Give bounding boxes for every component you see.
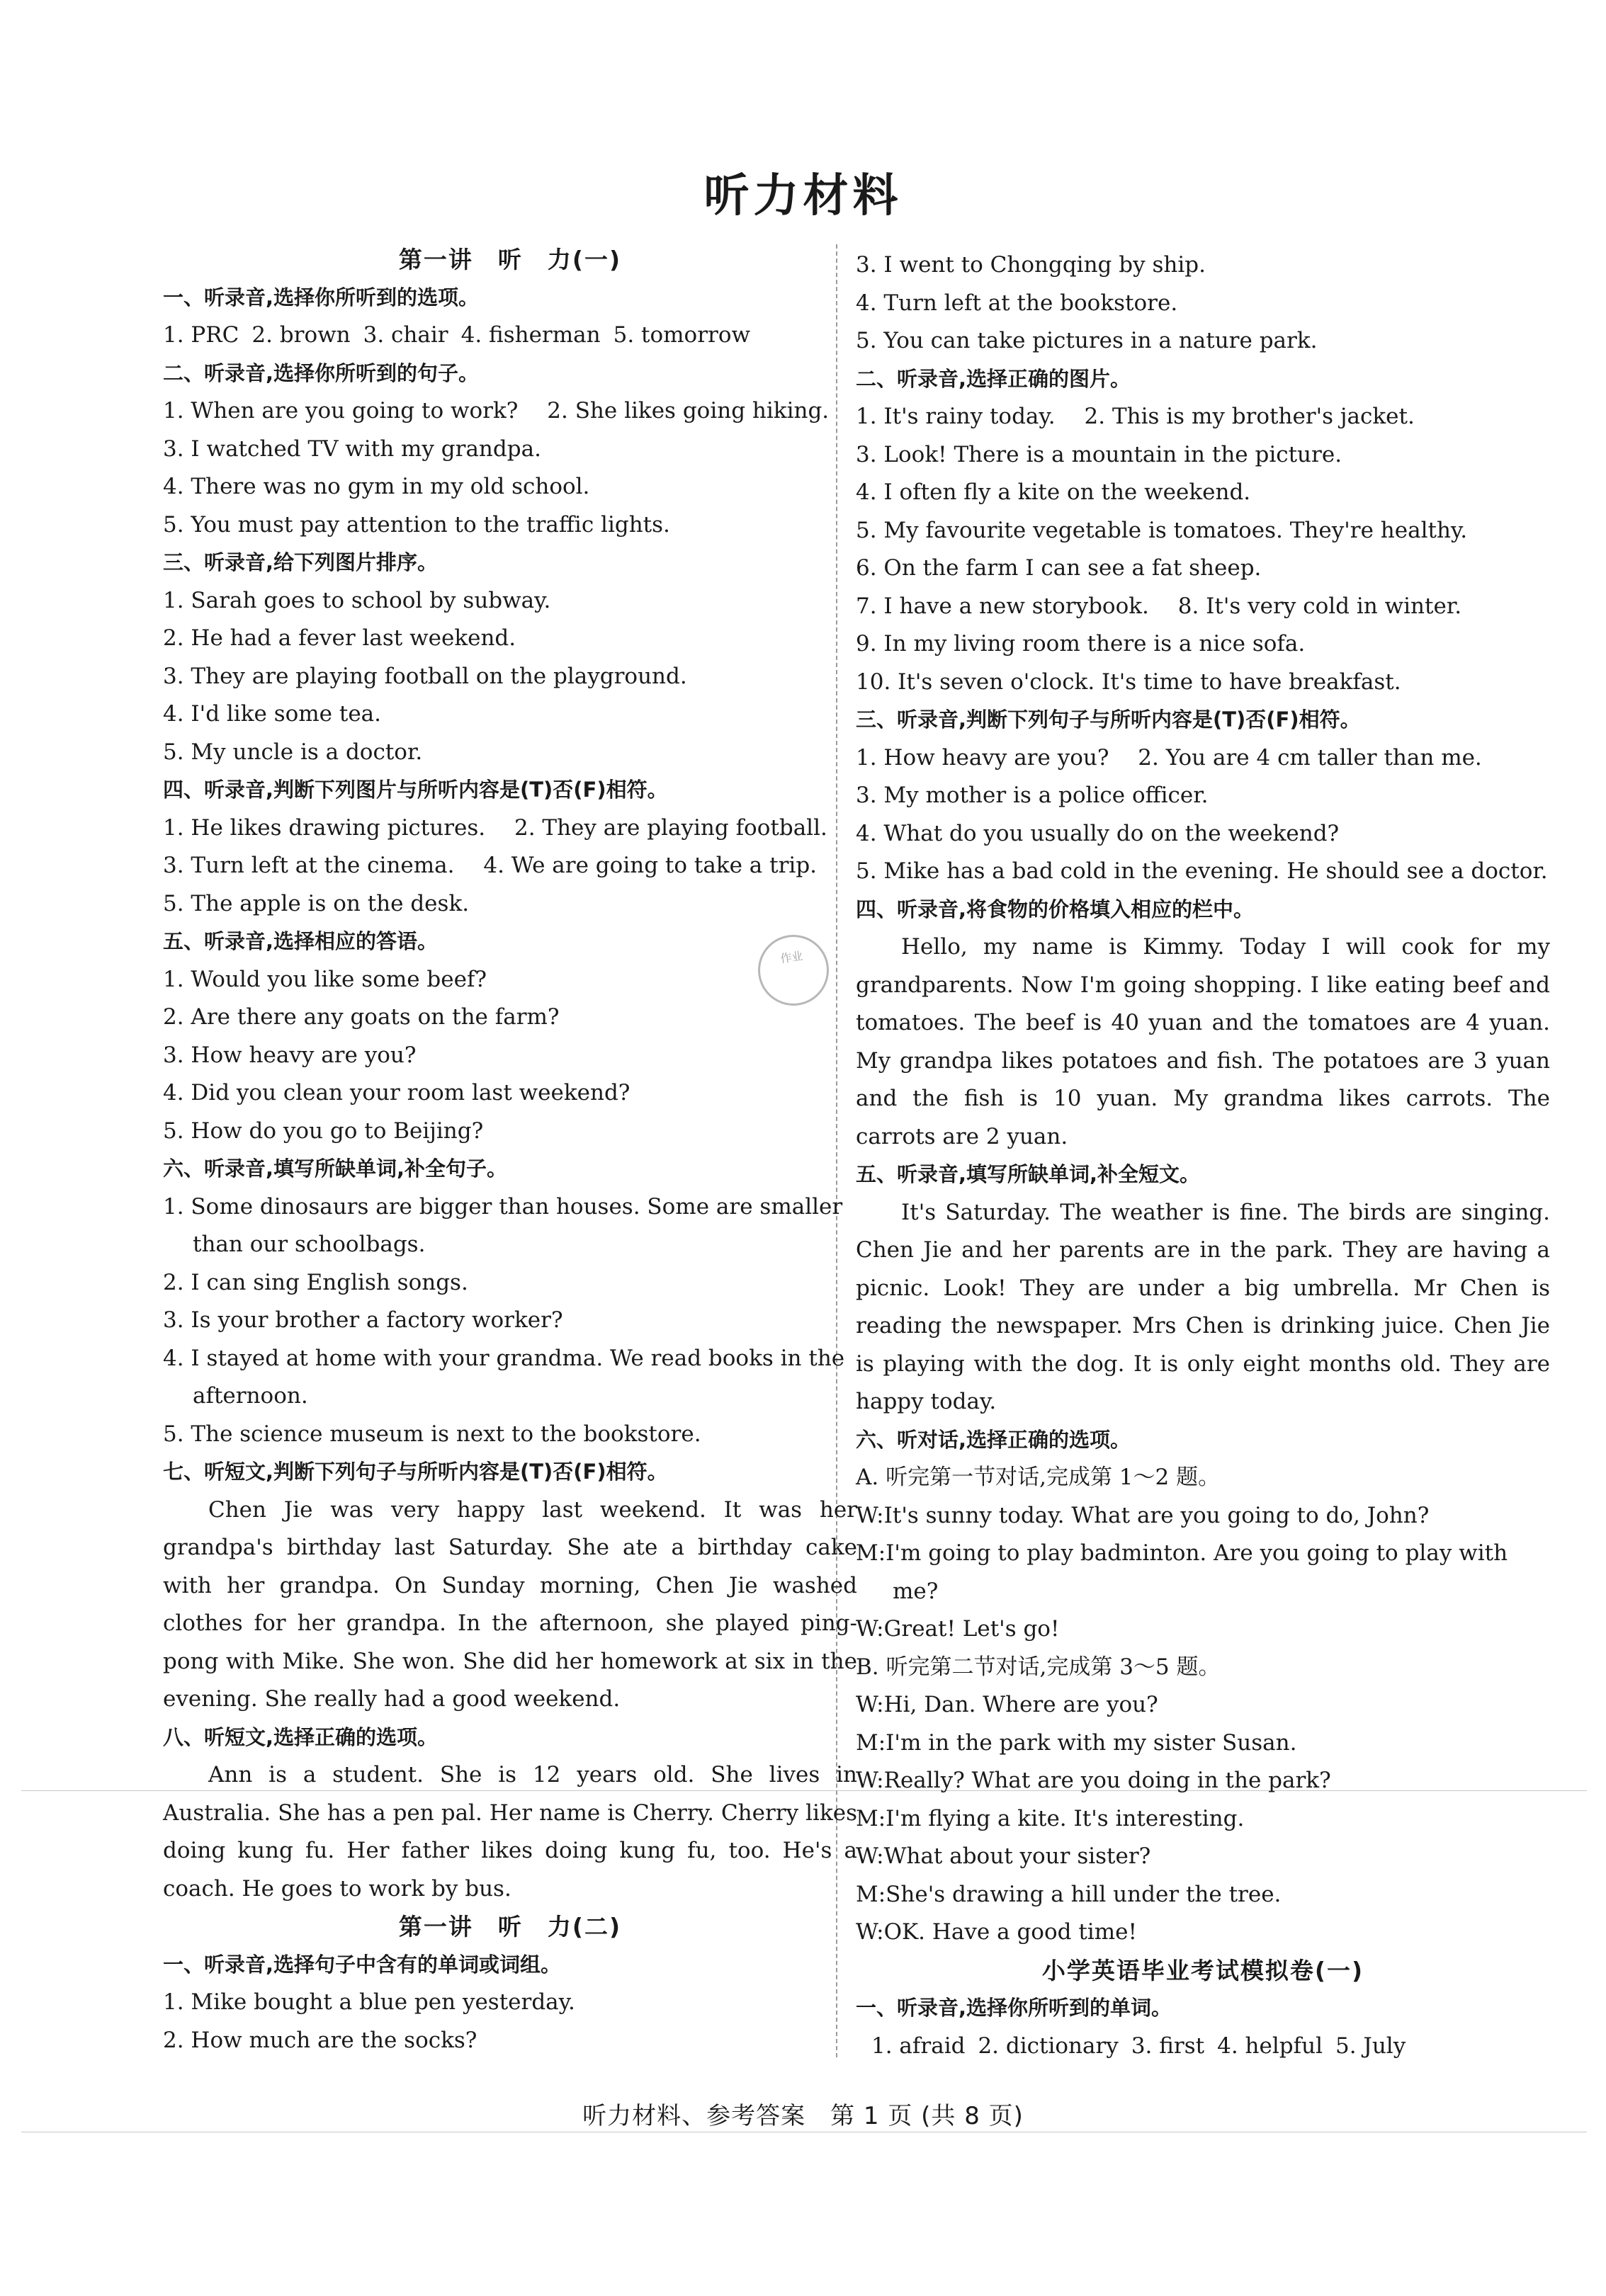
list-item: 5. Mike has a bad cold in the evening. He should see a doctor. (856, 858, 1548, 884)
lecture-heading-2: 第一讲 听 力(二) (398, 1913, 622, 1940)
list-item: 5. You can take pictures in a nature park. (856, 328, 1318, 353)
list-item: 2. I can sing English songs. (163, 1269, 468, 1295)
dialog-line: B. 听完第二节对话,完成第 3～5 题。 (856, 1654, 1221, 1680)
list-item: 10. It's seven o'clock. It's time to have breakfast. (856, 669, 1401, 695)
list-item: 1. Mike bought a blue pen yesterday. (163, 1989, 575, 2015)
section-title: 六、听对话,选择正确的选项。 (856, 1427, 1131, 1452)
list-item: 1. Some dinosaurs are bigger than houses. Some are smaller than our schoolbags. (163, 1193, 843, 1257)
section-title: 五、听录音,填写所缺单词,补全短文。 (856, 1162, 1201, 1186)
section-title: 一、听录音,选择你所听到的单词。 (856, 1996, 1172, 2020)
dialog-line: W:Hi, Dan. Where are you? (856, 1692, 1158, 1717)
dialog-line: M:I'm going to play badminton. Are you going to play with me? (856, 1540, 1508, 1604)
section-title: 一、听录音,选择你所听到的选项。 (163, 285, 480, 309)
list-item: 4. I stayed at home with your grandma. We read books in the afternoon. (163, 1345, 845, 1409)
dialog-line: M:I'm in the park with my sister Susan. (856, 1729, 1297, 1756)
dialog-line: W:It's sunny today. What are you going to do, John? (856, 1502, 1430, 1528)
word-option: 5. tomorrow (613, 322, 751, 348)
list-item: 5. My uncle is a doctor. (163, 739, 423, 765)
list-item: 7. I have a new storybook. 8. It's very cold in winter. (856, 593, 1462, 619)
passage: It's Saturday. The weather is fine. The birds are singing. Chen Jie and her parents are in the park. They are having a picnic. Look! They are under a big umbrella. Mr Chen is reading the newspaper. Mrs Chen is drinking juice. Chen Jie is playing with the dog. It is only eight months old. They are happy today. (856, 1199, 1550, 1414)
dialog-line: W:What about your sister? (856, 1843, 1151, 1869)
list-item: 6. On the farm I can see a fat sheep. (856, 555, 1262, 581)
word-option: 2. dictionary (978, 2033, 1119, 2059)
section-title: 一、听录音,选择句子中含有的单词或词组。 (163, 1952, 562, 1977)
list-item: 2. Are there any goats on the farm? (163, 1004, 560, 1030)
passage: Ann is a student. She is 12 years old. She lives in Australia. She has a pen pal. Her name is Cherry. Cherry likes doing kung fu. Her father likes doing kung fu, too. He's a coach. He goes to work by bus. (163, 1762, 857, 1902)
list-item: 9. In my living room there is a nice sofa. (856, 631, 1306, 657)
section-title: 四、听录音,判断下列图片与所听内容是(T)否(F)相符。 (163, 778, 668, 802)
section-title: 八、听短文,选择正确的选项。 (163, 1724, 439, 1749)
word-list (856, 2028, 1550, 2066)
word-option: 2. brown (251, 322, 351, 348)
word-option: 4. fisherman (460, 322, 601, 348)
dialog-line: W:OK. Have a good time! (856, 1919, 1137, 1945)
list-item: 1. Would you like some beef? (163, 966, 487, 992)
list-item: 3. Look! There is a mountain in the picture. (856, 441, 1342, 467)
list-item: 4. Did you clean your room last weekend? (163, 1080, 630, 1106)
list-item: 3. Is your brother a factory worker? (163, 1307, 563, 1333)
dialog-line: A. 听完第一节对话,完成第 1～2 题。 (856, 1465, 1221, 1490)
list-item: 3. They are playing football on the playground. (163, 663, 687, 689)
word-option: 5. July (1335, 2033, 1406, 2059)
section-title: 三、听录音,判断下列句子与所听内容是(T)否(F)相符。 (856, 707, 1361, 732)
list-item: 4. I'd like some tea. (163, 701, 382, 727)
page-title: 听力材料 (703, 170, 903, 222)
section-title: 四、听录音,将食物的价格填入相应的栏中。 (856, 897, 1255, 921)
dialog-line: M:I'm flying a kite. It's interesting. (856, 1805, 1245, 1831)
page-footer: 听力材料、参考答案 第 1 页 (共 8 页) (582, 2102, 1024, 2130)
word-option: 1. afraid (871, 2033, 966, 2059)
list-item: 3. How heavy are you? (163, 1042, 417, 1068)
list-item: 5. My favourite vegetable is tomatoes. They're healthy. (856, 517, 1468, 543)
section-title: 五、听录音,选择相应的答语。 (163, 929, 439, 953)
section-title: 二、听录音,选择正确的图片。 (856, 366, 1131, 391)
list-item: 1. It's rainy today. 2. This is my brother's jacket. (856, 404, 1415, 429)
list-item: 3. My mother is a police officer. (856, 783, 1209, 808)
section-title: 六、听录音,填写所缺单词,补全句子。 (163, 1156, 508, 1181)
passage: Chen Jie was very happy last weekend. It was her grandpa's birthday last Saturday. She ate a birthday cake with her grandpa. On Sunday morning, Chen Jie washed clothes for her grandpa. In the afternoon, she played ping-pong with Mike. She won. She did her homework at six in the evening. She really had a good weekend. (163, 1496, 857, 1712)
list-item: 5. How do you go to Beijing? (163, 1118, 484, 1144)
word-list (163, 317, 857, 355)
list-item: 5. You must pay attention to the traffic lights. (163, 511, 670, 538)
list-item: 4. I often fly a kite on the weekend. (856, 479, 1251, 505)
list-item: 4. What do you usually do on the weekend? (856, 820, 1340, 846)
list-item: 3. I watched TV with my grandpa. (163, 436, 541, 462)
exam-heading: 小学英语毕业考试模拟卷(一) (1041, 1956, 1364, 1984)
word-option: 3. chair (363, 322, 448, 348)
section-title: 二、听录音,选择你所听到的句子。 (163, 360, 480, 385)
list-item: 1. He likes drawing pictures. 2. They are playing football. (163, 814, 827, 841)
right-column (856, 246, 1550, 2065)
list-item: 3. Turn left at the cinema. 4. We are going to take a trip. (163, 853, 818, 878)
list-item: 1. How heavy are you? 2. You are 4 cm taller than me. (856, 744, 1482, 771)
passage: Hello, my name is Kimmy. Today I will cook for my grandparents. Now I'm going shopping. I like eating beef and tomatoes. The beef is 40 yuan and the tomatoes are 4 yuan. My grandpa likes potatoes and fish. The potatoes are 3 yuan and the fish is 10 yuan. My grandma likes carrots. The carrots are 2 yuan. (856, 934, 1550, 1149)
list-item: 1. When are you going to work? 2. She likes going hiking. (163, 398, 830, 424)
list-item: 5. The science museum is next to the bookstore. (163, 1421, 701, 1447)
dialog-line: M:She's drawing a hill under the tree. (856, 1881, 1282, 1907)
lecture-heading-1: 第一讲 听 力(一) (398, 246, 622, 273)
stamp: 作业 (754, 931, 834, 1011)
list-item: 4. Turn left at the bookstore. (856, 290, 1178, 316)
list-item: 3. I went to Chongqing by ship. (856, 252, 1206, 278)
left-column (163, 241, 857, 2059)
list-item: 4. There was no gym in my old school. (163, 474, 590, 499)
word-option: 4. helpful (1217, 2033, 1323, 2059)
dialog-line: W:Great! Let's go! (856, 1616, 1060, 1642)
list-item: 1. Sarah goes to school by subway. (163, 587, 551, 613)
section-title: 七、听短文,判断下列句子与所听内容是(T)否(F)相符。 (163, 1460, 668, 1484)
list-item: 2. How much are the socks? (163, 2027, 477, 2053)
list-item: 2. He had a fever last weekend. (163, 625, 516, 651)
word-option: 3. first (1131, 2033, 1205, 2059)
section-title: 三、听录音,给下列图片排序。 (163, 550, 439, 574)
word-option: 1. PRC (163, 322, 239, 348)
list-item: 5. The apple is on the desk. (163, 890, 470, 916)
dialog-line: W:Really? What are you doing in the park? (856, 1768, 1331, 1793)
